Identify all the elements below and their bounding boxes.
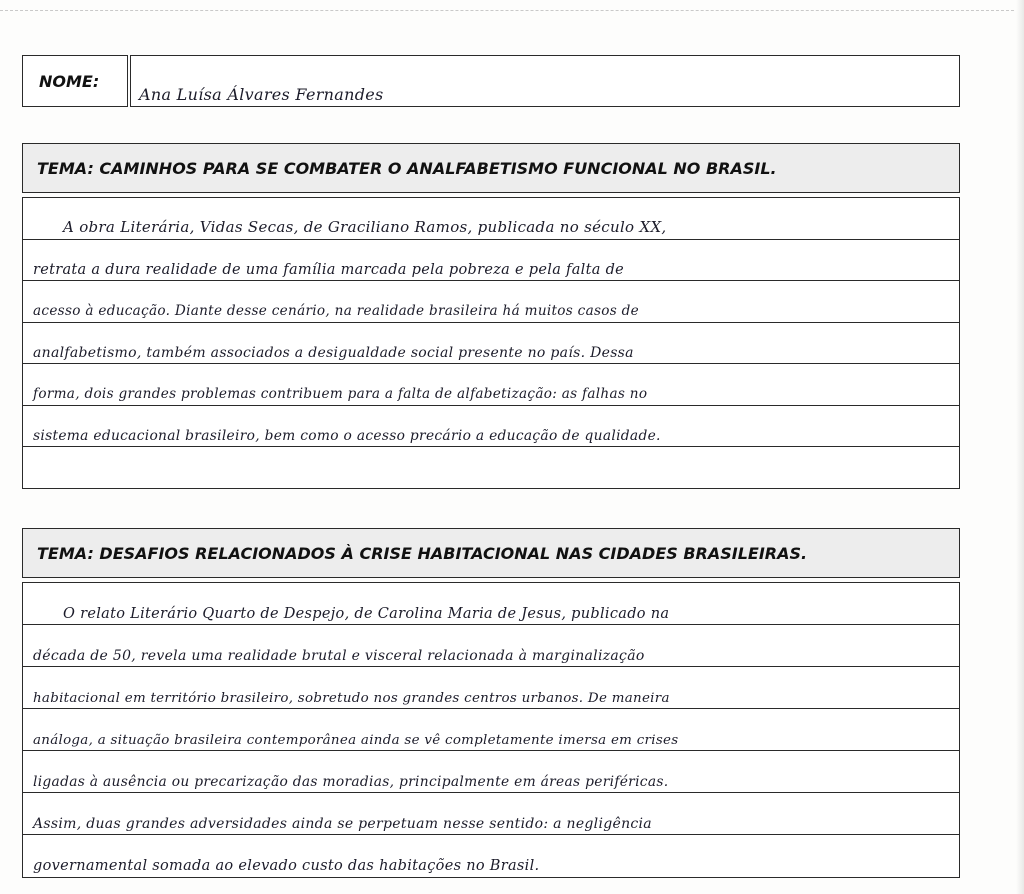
essay-line-text: década de 50, revela uma realidade brutal e visceral relacionada à marginalização — [33, 647, 645, 664]
name-label-box — [22, 55, 128, 107]
essay-line-text: A obra Literária, Vidas Secas, de Graciliano Ramos, publicada no século XX, — [63, 218, 667, 236]
essay1-theme: TEMA: CAMINHOS PARA SE COMBATER O ANALFABETISMO FUNCIONAL NO BRASIL. — [37, 158, 777, 178]
name-label: NOME: — [39, 71, 100, 91]
essay-line-row[interactable] — [22, 792, 960, 836]
essay-line-text: sistema educacional brasileiro, bem como o acesso precário a educação de qualidade. — [33, 427, 661, 444]
essay1-theme-header — [22, 143, 960, 193]
essay-line-text: análoga, a situação brasileira contemporânea ainda se vê completamente imersa em crises — [33, 732, 679, 748]
essay-line-row[interactable] — [22, 446, 960, 489]
essay-line-text: analfabetismo, também associados a desigualdade social presente no país. Dessa — [33, 344, 634, 361]
name-value: Ana Luísa Álvares Fernandes — [139, 85, 384, 104]
essay-line-row[interactable] — [22, 197, 960, 240]
essay-line-row[interactable] — [22, 666, 960, 710]
paper-top-edge — [0, 10, 1024, 11]
essay-line-text: retrata a dura realidade de uma família marcada pela pobreza e pela falta de — [33, 261, 625, 278]
essay-line-row[interactable] — [22, 280, 960, 323]
essay-line-row[interactable] — [22, 834, 960, 878]
essay-line-row[interactable] — [22, 363, 960, 406]
essay-line-row[interactable] — [22, 405, 960, 448]
essay-line-row[interactable] — [22, 708, 960, 752]
essay-line-text: governamental somada ao elevado custo das habitações no Brasil. — [33, 857, 540, 874]
essay-line-text: habitacional em território brasileiro, sobretudo nos grandes centros urbanos. De maneira — [33, 690, 670, 706]
essay-line-text: Assim, duas grandes adversidades ainda se perpetuam nesse sentido: a negligência — [33, 815, 652, 832]
essay-line-text: O relato Literário Quarto de Despejo, de Carolina Maria de Jesus, publicado na — [63, 605, 670, 622]
name-field[interactable] — [130, 55, 960, 107]
essay-line-row[interactable] — [22, 322, 960, 365]
essay-line-text: forma, dois grandes problemas contribuem para a falta de alfabetização: as falhas no — [33, 386, 648, 402]
essay-line-row[interactable] — [22, 582, 960, 626]
essay2-theme: TEMA: DESAFIOS RELACIONADOS À CRISE HABITACIONAL NAS CIDADES BRASILEIRAS. — [37, 543, 808, 563]
essay-line-text: ligadas à ausência ou precarização das moradias, principalmente em áreas periféricas. — [33, 773, 669, 790]
essay-line-row[interactable] — [22, 624, 960, 668]
essay2-theme-header — [22, 528, 960, 578]
essay-line-row[interactable] — [22, 239, 960, 282]
essay-line-row[interactable] — [22, 750, 960, 794]
essay-line-text: acesso à educação. Diante desse cenário, na realidade brasileira há muitos casos de — [33, 303, 639, 319]
paper-right-edge — [1016, 0, 1024, 894]
